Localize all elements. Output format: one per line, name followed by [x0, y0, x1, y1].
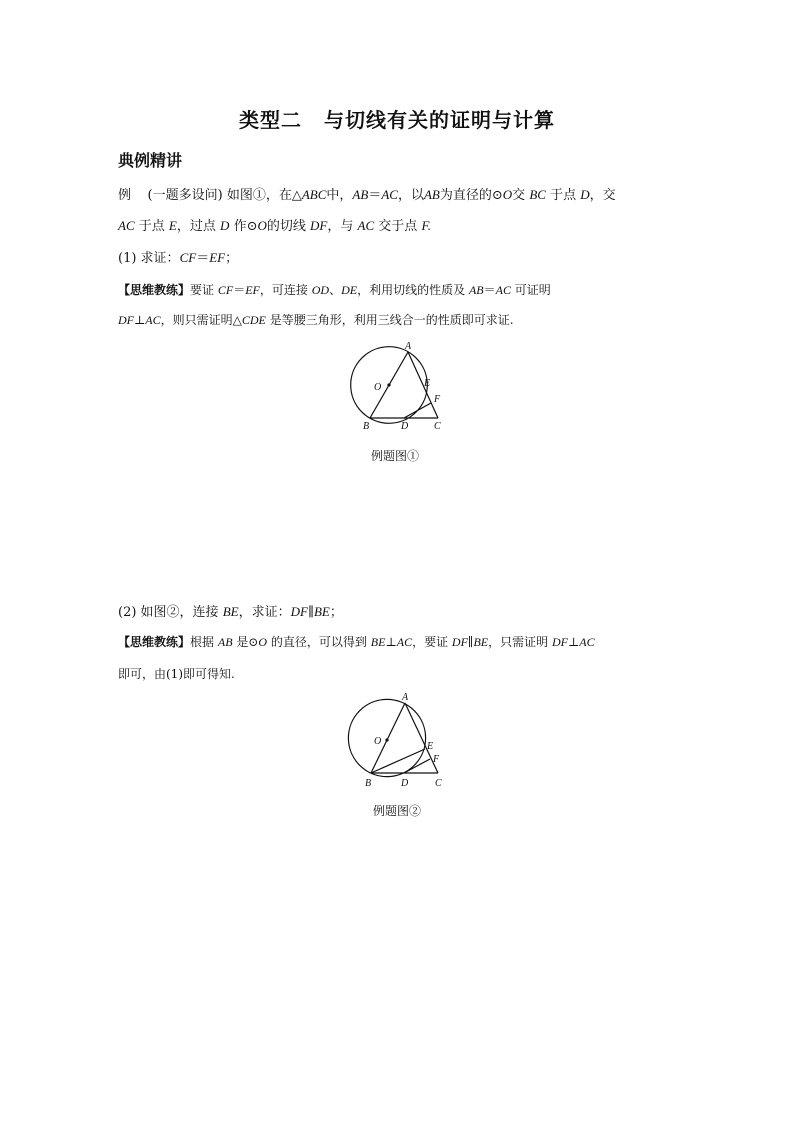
- title-type: 类型二: [239, 108, 302, 132]
- q2-hint-line-1: 【思维教练】根据 AB 是⊙O 的直径，可以得到 BE⊥AC，要证 DF∥BE，只需证明 DF⊥AC: [118, 635, 595, 649]
- center-dot: [385, 738, 388, 741]
- tangent-df: [404, 759, 430, 773]
- title-topic: 与切线有关的证明与计算: [324, 108, 555, 132]
- q1-prompt: (1) 求证：CF＝EF；: [118, 250, 239, 266]
- example-line-2: AC 于点 E，过点 D 作⊙O的切线 DF，与 AC 交于点 F.: [118, 218, 431, 234]
- label-d: D: [401, 778, 409, 789]
- label-f: F: [433, 754, 440, 765]
- circle-o: [348, 699, 425, 776]
- tangent-df: [404, 403, 431, 418]
- label-c: C: [435, 778, 442, 789]
- q2-prompt: (2) 如图②，连接 BE，求证：DF∥BE；: [118, 604, 343, 620]
- figure-2-caption: 例题图②: [372, 804, 421, 818]
- label-o: O: [374, 382, 382, 393]
- figure-1: [340, 336, 450, 436]
- q1-hint-line-2: DF⊥AC，则只需证明△CDE 是等腰三角形，利用三线合一的性质即可求证.: [118, 313, 514, 327]
- segment-be: [371, 749, 425, 773]
- label-b: B: [365, 778, 372, 789]
- page-title: [0, 104, 794, 133]
- label-d: D: [401, 421, 409, 432]
- q2-hint-line-2: 即可，由(1)即可得知.: [118, 667, 235, 681]
- label-e: E: [424, 378, 431, 389]
- section-heading: 典例精讲: [118, 151, 183, 170]
- label-o: O: [374, 736, 382, 747]
- example-line-1: 例 (一题多设问) 如图①，在△ABC中，AB＝AC，以AB为直径的⊙O交 BC 于点 D，交: [118, 187, 616, 203]
- figure-2: [338, 687, 450, 791]
- label-c: C: [434, 421, 441, 432]
- figure-1-caption: 例题图①: [370, 449, 419, 463]
- label-b: B: [363, 421, 370, 432]
- label-e: E: [427, 741, 434, 752]
- label-a: A: [405, 341, 412, 352]
- q1-hint-line-1: 【思维教练】要证 CF＝EF，可连接 OD、DE，利用切线的性质及 AB＝AC 可证明: [118, 283, 551, 297]
- label-a: A: [402, 692, 409, 703]
- center-dot: [387, 383, 390, 386]
- label-f: F: [434, 394, 441, 405]
